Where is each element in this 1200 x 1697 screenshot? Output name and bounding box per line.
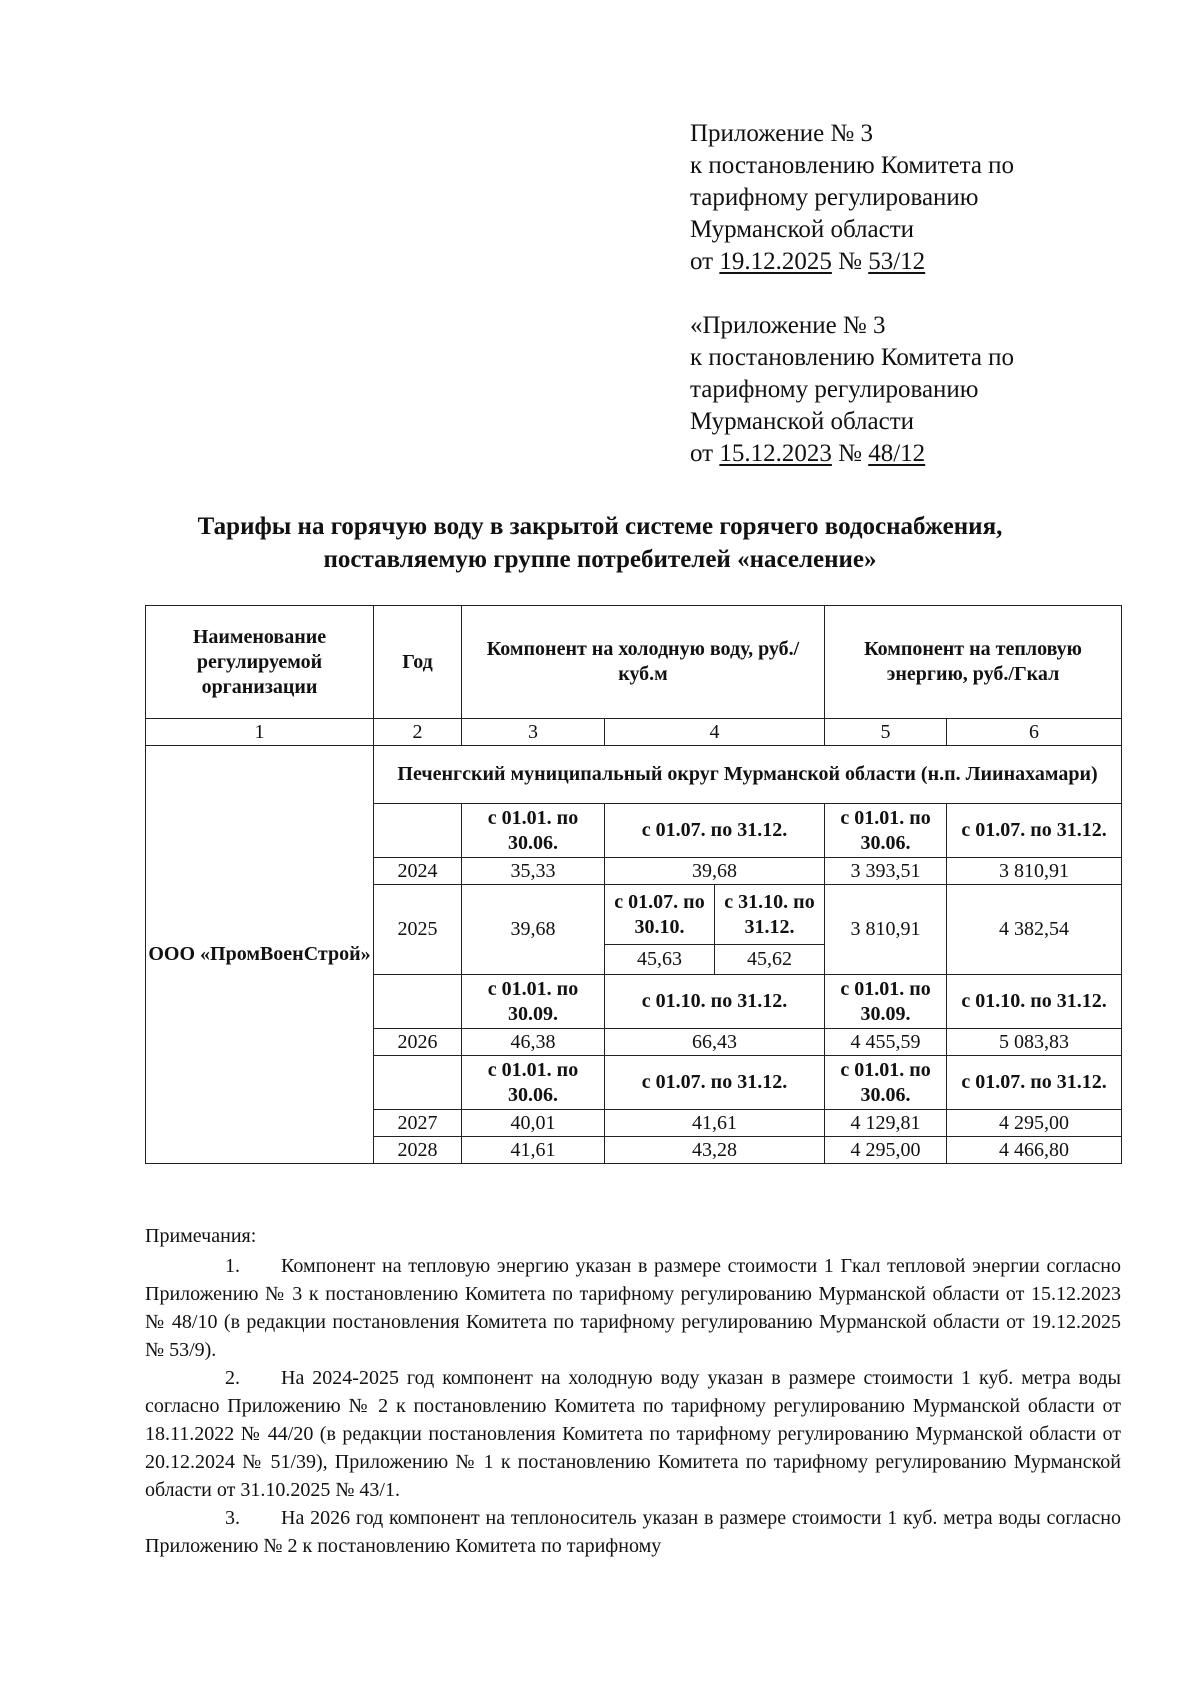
period-cell: с 01.01. по 30.06.: [825, 804, 947, 858]
value-cell: 4 455,59: [825, 1029, 947, 1056]
period-cell: с 01.07. по 31.12.: [947, 1056, 1122, 1110]
year-cell: 2028: [374, 1137, 462, 1164]
year-cell: [374, 804, 462, 858]
appendix-line: к постановлению Комитета по: [690, 152, 1015, 179]
value-cell: 45,62: [715, 945, 825, 975]
period-cell: с 01.01. по 30.06.: [462, 1056, 605, 1110]
note-text: На 2026 год компонент на теплоноситель указан в размере стоимости 1 куб. метра воды согласно Приложению № 2 к постановлению Комитета по тарифному: [145, 1507, 1121, 1557]
value-cell: 3 810,91: [947, 858, 1122, 885]
region-row: [146, 746, 1122, 804]
appendix-date: 19.12.2025: [719, 248, 832, 275]
year-cell: [374, 1056, 462, 1110]
value-cell: 4 295,00: [825, 1137, 947, 1164]
number-prefix: №: [838, 440, 862, 467]
notes-heading: Примечания:: [145, 1225, 257, 1247]
appendix-line: к постановлению Комитета по: [690, 344, 1015, 371]
year-cell: 2026: [374, 1029, 462, 1056]
period-cell: с 01.10. по 31.12.: [605, 975, 825, 1029]
date-prefix: от: [690, 248, 714, 275]
column-numbers-row: [146, 719, 1122, 746]
value-cell: 35,33: [462, 858, 605, 885]
period-cell: с 01.01. по 30.06.: [825, 1056, 947, 1110]
period-cell: с 01.07. по 31.12.: [605, 1056, 825, 1110]
value-cell: 41,61: [605, 1110, 825, 1137]
appendix-current: [690, 118, 1014, 278]
period-cell: с 01.07. по 31.12.: [947, 804, 1122, 858]
value-cell: 40,01: [462, 1110, 605, 1137]
header-row: [146, 606, 1122, 719]
col-number: 4: [605, 719, 825, 746]
value-cell: 39,68: [462, 885, 605, 975]
sub-period-cell: с 31.10. по 31.12.: [715, 885, 825, 945]
col-number: 2: [374, 719, 462, 746]
header-year: Год: [374, 606, 462, 719]
year-cell: [374, 975, 462, 1029]
period-cell: с 01.07. по 31.12.: [605, 804, 825, 858]
header-cold-water: Компонент на холодную воду, руб./куб.м: [462, 606, 825, 719]
title-line-1: Тарифы на горячую воду в закрытой системе горячего водоснабжения,: [197, 513, 1003, 540]
col-number: 6: [947, 719, 1122, 746]
note-number: 1.: [225, 1255, 240, 1277]
note-text: Компонент на тепловую энергию указан в размере стоимости 1 Гкал тепловой энергии согласно Приложению № 3 к постановлению Комитета по тарифному регулированию Мурманской области от 15.12.2023 № 48/10 (в редакции постановления Комитета по тарифному регулированию Мурманской области от 19.12.2025 № 53/9).: [145, 1255, 1121, 1361]
appendix-line: Мурманской области: [690, 408, 915, 435]
appendix-number: 53/12: [868, 248, 926, 275]
organization-cell: ООО «ПромВоенСтрой»: [146, 746, 374, 1164]
header-heat: Компонент на тепловую энергию, руб./Гкал: [825, 606, 1122, 719]
period-cell: с 01.01. по 30.06.: [462, 804, 605, 858]
value-cell: 41,61: [462, 1137, 605, 1164]
value-cell: 43,28: [605, 1137, 825, 1164]
region-name: Печенгский муниципальный округ Мурманской области (н.п. Лиинахамари): [374, 746, 1122, 804]
note-number: 2.: [225, 1367, 240, 1389]
appendix-previous: [690, 310, 1014, 470]
col-number: 5: [825, 719, 947, 746]
note-item: [145, 1252, 1121, 1364]
value-cell: 4 129,81: [825, 1110, 947, 1137]
period-cell: с 01.01. по 30.09.: [462, 975, 605, 1029]
tariff-table: [145, 605, 1122, 1164]
value-cell: 4 295,00: [947, 1110, 1122, 1137]
period-cell: с 01.10. по 31.12.: [947, 975, 1122, 1029]
header-org: Наименование регулируемой организации: [146, 606, 374, 719]
number-prefix: №: [838, 248, 862, 275]
value-cell: 39,68: [605, 858, 825, 885]
period-cell: с 01.01. по 30.09.: [825, 975, 947, 1029]
sub-period-cell: с 01.07. по 30.10.: [605, 885, 715, 945]
year-cell: 2027: [374, 1110, 462, 1137]
note-number: 3.: [225, 1507, 240, 1529]
date-prefix: от: [690, 440, 714, 467]
appendix-date-line: [690, 438, 1014, 470]
value-cell: 3 393,51: [825, 858, 947, 885]
appendix-title: «Приложение № 3: [690, 312, 886, 339]
title-line-2: поставляемую группе потребителей «население»: [323, 546, 877, 573]
note-text: На 2024-2025 год компонент на холодную воду указан в размере стоимости 1 куб. метра воды согласно Приложению № 2 к постановлению Комитета по тарифному регулированию Мурманской области от 18.11.2022 № 44/20 (в редакции постановления Комитета по тарифному регулированию Мурманской области от 20.12.2024 № 51/39), Приложению № 1 к постановлению Комитета по тарифному регулированию Мурманской области от 31.10.2025 № 43/1.: [145, 1367, 1121, 1501]
appendix-title: Приложение № 3: [690, 120, 874, 147]
value-cell: 66,43: [605, 1029, 825, 1056]
notes-section: [145, 1222, 1121, 1560]
col-number: 3: [462, 719, 605, 746]
value-cell: 4 466,80: [947, 1137, 1122, 1164]
appendix-line: Мурманской области: [690, 216, 915, 243]
appendix-date-line: [690, 246, 1014, 278]
value-cell: 5 083,83: [947, 1029, 1122, 1056]
note-item: [145, 1364, 1121, 1504]
year-cell: 2024: [374, 858, 462, 885]
value-cell: 3 810,91: [825, 885, 947, 975]
appendix-line: тарифному регулированию: [690, 184, 979, 211]
value-cell: 4 382,54: [947, 885, 1122, 975]
appendix-number: 48/12: [868, 440, 926, 467]
appendix-line: тарифному регулированию: [690, 376, 979, 403]
document-title: [0, 510, 1200, 576]
value-cell: 46,38: [462, 1029, 605, 1056]
col-number: 1: [146, 719, 374, 746]
appendix-date: 15.12.2023: [719, 440, 832, 467]
value-cell: 45,63: [605, 945, 715, 975]
note-item: [145, 1504, 1121, 1560]
year-cell: 2025: [374, 885, 462, 975]
